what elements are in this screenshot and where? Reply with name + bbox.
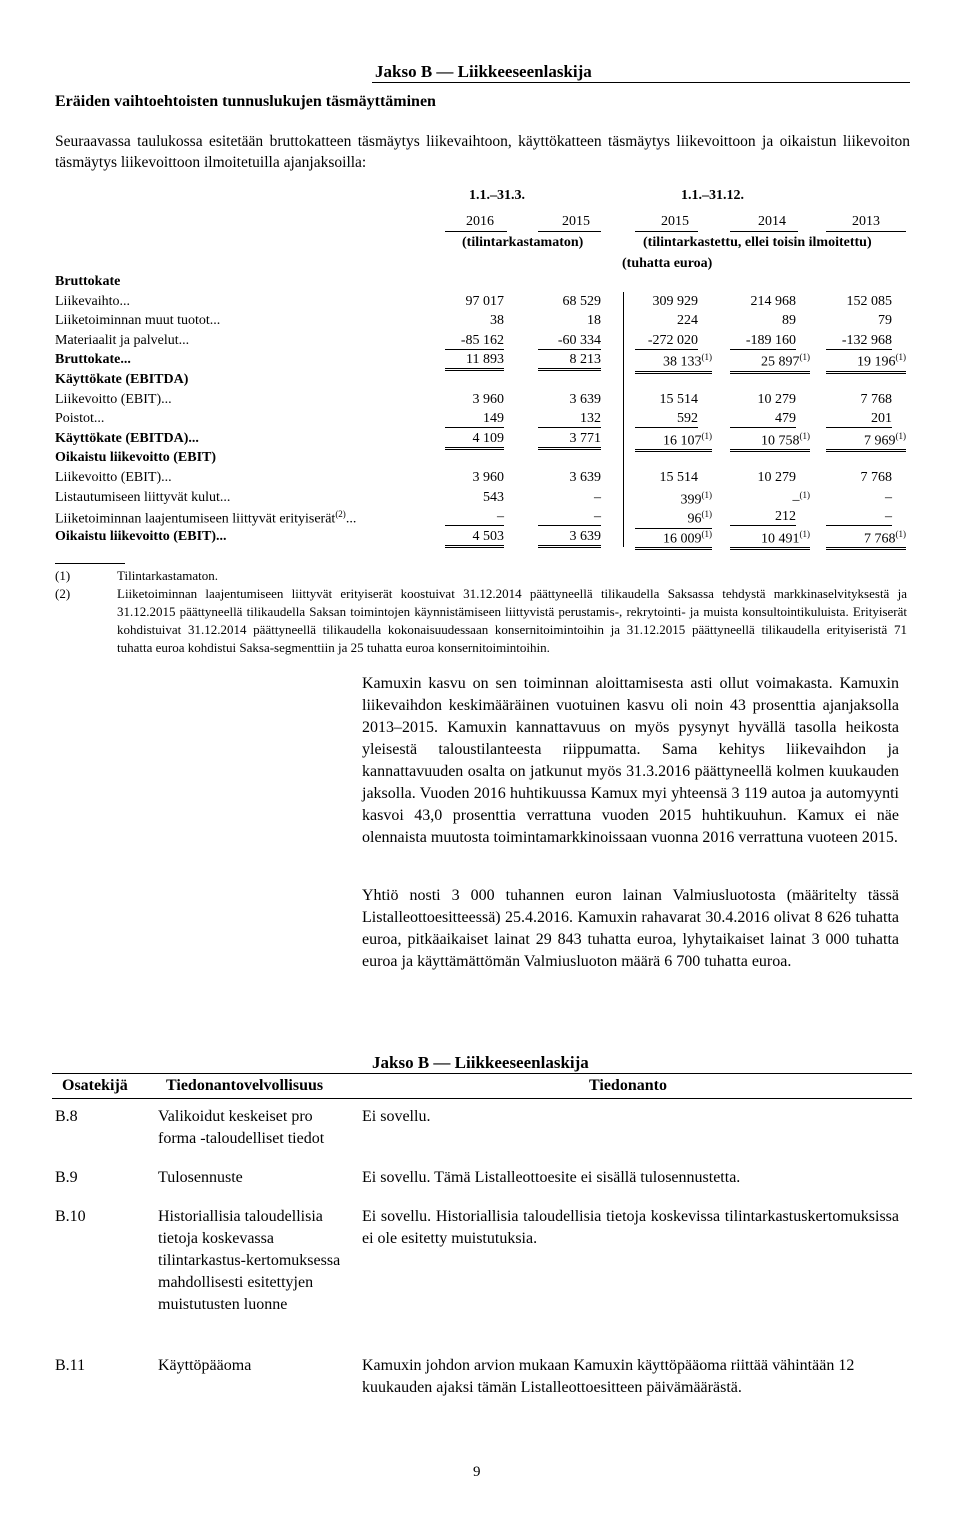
table-cell [730, 431, 810, 453]
leader-dots: ... [178, 332, 190, 348]
column-header: Tiedonantovelvollisuus [166, 1077, 324, 1094]
cell-value: 3 639 [569, 470, 601, 485]
table-cell [445, 313, 504, 329]
row-id: B.10 [55, 1208, 86, 1225]
leader-dots: ... [219, 489, 231, 505]
header-rule [826, 231, 906, 232]
table-cell [730, 352, 810, 374]
table-cell [635, 333, 698, 350]
table-cell [635, 431, 712, 453]
cell-value: 212 [775, 509, 796, 525]
table-cell [826, 490, 892, 506]
footnote-marker: (1) [895, 528, 906, 539]
cell-value: 10 279 [757, 391, 796, 407]
table-cell [445, 509, 504, 526]
year-2015: 2015 [661, 214, 689, 229]
table-cell [730, 333, 796, 350]
footnote-text: Tilintarkastamaton. [117, 568, 218, 583]
table-cell [826, 470, 892, 486]
row-label [55, 470, 172, 486]
table-cell [445, 431, 504, 450]
cell-value: 15 514 [659, 470, 698, 485]
body-paragraph: Kamuxin kasvu on sen toiminnan aloittamisesta asti ollut voimakasta. Kamuxin liikevaihdon keskimääräinen vuotuinen kasvu oli noin 43 prosenttia ajanjaksolla 2013–2015. Kamuxin kannattavuus on myös pysynyt hyvällä tasolla heikosta yleisestä taloustilanteesta riippumatta. Sama kehitys liikevaihdon ja kannattavuuden osalta on jatkunut myös 31.3.2016 päättyneellä kolmen kuukauden jaksolla. Vuoden 2016 huhtikuussa Kamux myi yhteensä 3 119 autoa ja automyynti kasvoi 43,0 prosenttia verrattuna vuoden 2015 huhtikuuhun. Kamux ei näe olennaista muutosta toimintamarkkinoissaan vuonna 2016 verrattuna vuoteen 2015. [362, 675, 899, 846]
cell-value: 3 639 [569, 528, 601, 544]
leader-dots: ... [161, 470, 172, 485]
leader-dots: ... [120, 352, 131, 368]
cell-value: 10 279 [757, 470, 796, 485]
row-label [55, 411, 104, 427]
page-number: 9 [473, 1464, 481, 1480]
cell-value: – [497, 509, 504, 525]
year-2013: 2013 [852, 214, 880, 229]
cell-value: 7 768 [860, 391, 892, 407]
cell-value: 214 968 [750, 293, 796, 309]
table-cell [538, 313, 601, 329]
table-cell [826, 352, 906, 374]
table-cell [538, 411, 601, 428]
leader-dots: ... [119, 293, 131, 309]
row-label-text: Käyttökate (EBITDA) [55, 430, 189, 446]
cell-value: 10 491 [761, 531, 800, 547]
table-cell [730, 294, 796, 310]
cell-value: 3 639 [569, 391, 601, 407]
table-cell [538, 509, 601, 526]
cell-value: – [885, 489, 892, 505]
audit-status-fy: (tilintarkastettu, ellei toisin ilmoitettu) [643, 235, 872, 250]
cell-value: 16 107 [663, 433, 702, 449]
table-rule [52, 1098, 912, 1099]
header-rule [730, 231, 798, 232]
cell-value: 7 768 [860, 470, 892, 485]
row-label-text: Materiaalit ja palvelut [55, 332, 179, 348]
table-cell [445, 411, 504, 428]
table-cell [826, 509, 892, 526]
cell-value: – [594, 509, 601, 525]
cell-value: 18 [587, 313, 601, 329]
table-cell [538, 470, 601, 486]
column-divider [623, 292, 624, 547]
row-label [55, 431, 199, 447]
table-cell [635, 411, 698, 428]
table-cell [445, 529, 504, 548]
table-cell [538, 333, 601, 350]
year-2014: 2014 [758, 214, 786, 229]
leader-dots: ... [345, 511, 357, 527]
table-cell [635, 352, 712, 374]
footnote-marker: (1) [799, 430, 810, 441]
row-id: B.11 [55, 1357, 86, 1374]
table-cell [635, 509, 712, 529]
table-rule [52, 1073, 912, 1074]
cell-value: 79 [878, 313, 892, 329]
footnote-number: (1) [55, 568, 71, 583]
table-cell [445, 490, 504, 506]
row-label [55, 509, 356, 528]
cell-value: 16 009 [663, 531, 702, 547]
row-label [55, 352, 131, 368]
table-cell [635, 294, 698, 310]
table-cell [635, 313, 698, 329]
table-cell [730, 490, 810, 509]
section-heading: Käyttökate (EBITDA) [55, 372, 189, 387]
table-cell [826, 411, 892, 428]
table-cell [730, 470, 796, 486]
footnote-marker: (1) [701, 489, 712, 500]
cell-value: 7 969 [864, 433, 896, 449]
footnote-marker: (1) [701, 528, 712, 539]
cell-value: 25 897 [761, 355, 800, 371]
cell-value: – [885, 509, 892, 525]
cell-value: 15 514 [659, 391, 698, 407]
cell-value: 543 [483, 489, 504, 505]
table-cell [730, 313, 796, 329]
leader-dots: ... [209, 313, 221, 329]
table-cell [826, 392, 892, 408]
leader-dots: ... [161, 391, 172, 407]
table-cell [445, 352, 504, 371]
cell-value: 479 [775, 411, 796, 427]
cell-value: -60 334 [557, 332, 601, 348]
table-cell [635, 529, 712, 551]
header-rule [635, 231, 698, 232]
row-label-text: Bruttokate [55, 352, 121, 368]
table-cell [826, 294, 892, 310]
section-title: Eräiden vaihtoehtoisten tunnuslukujen täsmäyttäminen [55, 93, 436, 110]
cell-value: 11 893 [466, 352, 504, 368]
cell-value: 38 [490, 313, 504, 329]
row-disclosure: Ei sovellu. [362, 1108, 431, 1125]
cell-value: -132 968 [841, 332, 892, 348]
cell-value: -272 020 [647, 332, 698, 348]
table-cell [538, 294, 601, 310]
column-header: Osatekijä [62, 1077, 128, 1094]
row-obligation: Käyttöpääoma [158, 1357, 252, 1374]
footnote-marker: (1) [701, 509, 712, 520]
cell-value: 4 503 [472, 528, 504, 544]
table-cell [730, 529, 810, 551]
cell-value: 3 771 [569, 430, 601, 446]
row-label-text: Liikevoitto (EBIT) [55, 470, 162, 485]
cell-value: 19 196 [857, 355, 896, 371]
cell-value: 97 017 [465, 293, 504, 309]
row-disclosure: Ei sovellu. Tämä Listalleottoesite ei sisällä tulosennustetta. [362, 1169, 741, 1186]
unit-label: (tuhatta euroa) [622, 256, 713, 271]
table-cell [826, 529, 906, 551]
year-2015-q: 2015 [562, 214, 590, 229]
footnote-marker: (1) [799, 528, 810, 539]
section-header: Jakso B — Liikkeeseenlaskija [375, 62, 592, 81]
cell-value: 68 529 [562, 293, 601, 309]
row-label [55, 392, 172, 408]
table-cell [445, 294, 504, 310]
header-rule [538, 231, 601, 232]
cell-value: 38 133 [663, 355, 702, 371]
table-cell [445, 392, 504, 408]
table-cell [538, 490, 601, 506]
body-paragraph: Yhtiö nosti 3 000 tuhannen euron lainan Valmiusluotosta (määritelty tässä Listalleottoesitteessä) 25.4.2016. Kamuxin rahavarat 30.4.2016 olivat 8 626 tuhatta euroa, pitkäaikaiset lainat 29 843 tuhatta euroa, lyhytaikaiset lainat 3 000 tuhatta euroa ja käyttämättömän Valmiusluoton määrä 6 700 tuhatta euroa. [362, 887, 899, 970]
table-cell [538, 431, 601, 450]
header-rule [445, 231, 507, 232]
period-header-fy: 1.1.–31.12. [681, 188, 744, 203]
footnote-marker: (1) [701, 430, 712, 441]
cell-value: 7 768 [864, 531, 896, 547]
row-label [55, 313, 220, 329]
table-cell [538, 529, 601, 548]
footnote-marker: (1) [701, 352, 712, 363]
row-disclosure: Ei sovellu. Historiallisia taloudellisia tietoja koskevissa tilintarkastuskertomuksissa ei ole esitetty muistutuksia. [362, 1208, 899, 1247]
cell-value: 89 [782, 313, 796, 329]
row-label-text: Liiketoiminnan laajentumiseen liittyvät erityiserät [55, 511, 336, 527]
header-rule [372, 82, 910, 83]
cell-value: – [792, 492, 800, 508]
cell-value: 96 [687, 511, 702, 527]
cell-value: -85 162 [460, 332, 504, 348]
table-cell [445, 333, 504, 350]
footnote-marker: (1) [799, 352, 810, 363]
table-cell [445, 470, 504, 486]
row-id: B.8 [55, 1108, 78, 1125]
footnote-text: Liiketoiminnan laajentumiseen liittyvät erityiserät koostuivat 31.12.2014 päättyneellä tilikaudella Saksassa tehdystä markkinaselvityksestä ja 31.12.2015 päättyneellä tilikaudella Saksan toimintojen käynnistämiseen liittyvistä perustamis-, rekrytointi- ja muista konsultointikuluista. Erityiserät kohdistuivat 31.12.2014 päättyneellä tilikaudella kokonaisuudessaan konsernitoimintoihin ja 31.12.2015 päättyneellä tilikaudella erityiseristä 71 tuhatta euroa kohdistui Saksa-segmenttiin ja 25 tuhatta euroa konsernitoimintoihin. [117, 586, 907, 655]
row-obligation: Tulosennuste [158, 1169, 243, 1186]
cell-value: 3 960 [472, 391, 504, 407]
section-heading: Bruttokate [55, 274, 121, 289]
table-cell [826, 333, 892, 350]
table-cell [826, 431, 906, 453]
leader-dots: ... [216, 528, 227, 544]
table-cell [538, 352, 601, 371]
cell-value: 10 758 [761, 433, 800, 449]
intro-paragraph: Seuraavassa taulukossa esitetään bruttokatteen täsmäytys liikevaihtoon, käyttökatteen täsmäytys liikevoittoon ja oikaistun liikevoiton täsmäytys liikevoittoon ilmoitetuilla ajanjaksoilla: [55, 133, 910, 171]
cell-value: 224 [677, 313, 698, 329]
table-cell [538, 392, 601, 408]
table-cell [730, 392, 796, 408]
table-cell [826, 313, 892, 329]
leader-dots: ... [93, 411, 105, 427]
row-label [55, 490, 230, 506]
row-label-text: Liikevoitto (EBIT) [55, 391, 162, 407]
table-cell [635, 470, 698, 486]
footnote-marker: (2) [335, 509, 346, 520]
footnote-marker: (1) [799, 489, 810, 500]
row-label-text: Oikaistu liikevoitto (EBIT) [55, 528, 217, 544]
cell-value: 399 [680, 492, 702, 508]
cell-value: 149 [483, 411, 504, 427]
row-obligation: Historiallisia taloudellisia tietoja koskevassa tilintarkastus-kertomuksessa mahdollisesti esitettyjen muistutusten luonne [158, 1208, 341, 1313]
section-header: Jakso B — Liikkeeseenlaskija [372, 1053, 589, 1072]
footnote-marker: (1) [895, 430, 906, 441]
row-label-text: Liikevaihto [55, 293, 120, 309]
period-header-q1: 1.1.–31.3. [469, 188, 525, 203]
cell-value: 4 109 [472, 430, 504, 446]
row-label-text: Liiketoiminnan muut tuotot [55, 313, 210, 329]
cell-value: 201 [871, 411, 892, 427]
row-label [55, 294, 130, 310]
cell-value: -189 160 [745, 332, 796, 348]
cell-value: 3 960 [472, 470, 504, 485]
cell-value: 132 [580, 411, 601, 427]
table-cell [730, 509, 796, 526]
footnote-marker: (1) [895, 352, 906, 363]
cell-value: 592 [677, 411, 698, 427]
section-heading: Oikaistu liikevoitto (EBIT) [55, 450, 217, 466]
table-cell [730, 411, 796, 428]
row-obligation: Valikoidut keskeiset pro forma -taloudelliset tiedot [158, 1108, 325, 1147]
row-id: B.9 [55, 1169, 78, 1186]
year-2016: 2016 [466, 214, 494, 229]
row-label-text: Listautumiseen liittyvät kulut [55, 489, 220, 505]
row-label [55, 529, 227, 545]
row-disclosure: Kamuxin johdon arvion mukaan Kamuxin käyttöpääoma riittää vähintään 12 kuukauden ajaksi tämän Listalleottoesitteen päivämäärästä. [362, 1357, 855, 1396]
audit-status-q: (tilintarkastamaton) [462, 235, 584, 250]
cell-value: 8 213 [569, 352, 601, 368]
leader-dots: ... [188, 430, 199, 446]
cell-value: 152 085 [846, 293, 892, 309]
table-cell [635, 392, 698, 408]
column-header: Tiedonanto [589, 1077, 667, 1094]
cell-value: 309 929 [652, 293, 698, 309]
row-label-text: Poistot [55, 411, 94, 427]
cell-value: – [594, 489, 601, 505]
footnote-number: (2) [55, 586, 71, 601]
table-cell [635, 490, 712, 509]
row-label [55, 333, 189, 349]
footnote-rule [55, 563, 125, 564]
